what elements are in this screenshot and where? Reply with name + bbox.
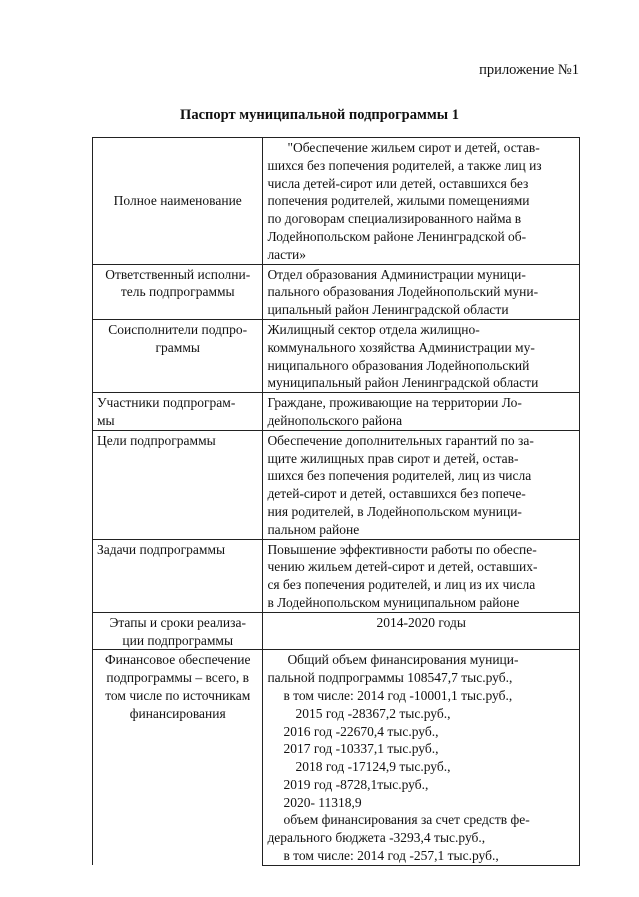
label-line: Участники подпрограм- bbox=[97, 395, 236, 411]
document-title: Паспорт муниципальной подпрограммы 1 bbox=[180, 107, 459, 123]
value-line: муниципальный район Ленинградской области bbox=[267, 375, 539, 391]
label-line: Этапы и сроки реализа- bbox=[109, 614, 246, 630]
table-row-financing bbox=[93, 650, 580, 866]
value-line: шихся без попечения родителей, лиц из числа bbox=[267, 468, 532, 484]
value-line: ласти» bbox=[267, 246, 307, 262]
value-line: 2014-2020 годы bbox=[376, 614, 466, 630]
table-row-tasks bbox=[93, 539, 580, 612]
value-line: пальной подпрограммы 108547,7 тыс.руб., bbox=[267, 670, 513, 686]
value-line: 2015 год -28367,2 тыс.руб., bbox=[295, 705, 451, 721]
row-value bbox=[263, 539, 580, 612]
value-line: ципальный район Ленинградской области bbox=[267, 302, 509, 318]
value-line: коммунального хозяйства Администрации му- bbox=[267, 339, 535, 355]
label-line: граммы bbox=[155, 339, 200, 355]
label-line: Задачи подпрограммы bbox=[97, 541, 226, 557]
row-value bbox=[263, 393, 580, 431]
value-line: чению жильем детей-сирот и детей, оставших- bbox=[267, 559, 538, 575]
value-line: 2019 год -8728,1тыс.руб., bbox=[283, 776, 429, 792]
table-row-co-executors bbox=[93, 319, 580, 392]
label-line: тель подпрограммы bbox=[120, 284, 235, 300]
value-line: ниципального образования Лодейнопольский bbox=[267, 357, 530, 373]
value-line: детей-сирот и детей, оставшихся без попече- bbox=[267, 486, 526, 502]
label-line: Ответственный исполни- bbox=[105, 266, 251, 282]
label-line: Соисполнители подпро- bbox=[108, 321, 248, 337]
value-line: 2020- 11318,9 bbox=[283, 794, 362, 810]
row-value bbox=[263, 138, 580, 265]
label-line: том числе по источникам bbox=[105, 687, 251, 703]
label-line: Полное наименование bbox=[113, 193, 242, 209]
value-line: Общий объем финансирования муници- bbox=[287, 652, 519, 668]
value-line: пального образования Лодейнопольский муни- bbox=[267, 284, 539, 300]
value-line: 2017 год -10337,1 тыс.руб., bbox=[283, 741, 439, 757]
value-line: дейнопольского района bbox=[267, 412, 403, 428]
value-line: 2016 год -22670,4 тыс.руб., bbox=[283, 723, 439, 739]
value-line: Обеспечение дополнительных гарантий по за- bbox=[267, 432, 534, 448]
table-row-stages bbox=[93, 612, 580, 650]
value-line: ния родителей, в Лодейнопольском муници- bbox=[267, 503, 522, 519]
value-line: Лодейнопольском районе Ленинградской об- bbox=[267, 228, 527, 244]
annex-label: приложение №1 bbox=[479, 62, 579, 78]
row-value bbox=[263, 612, 580, 650]
value-line: щите жилищных прав сирот и детей, остав- bbox=[267, 450, 519, 466]
row-label bbox=[93, 430, 263, 539]
label-line: финансирования bbox=[129, 705, 226, 721]
row-value bbox=[263, 264, 580, 319]
label-line: Цели подпрограммы bbox=[97, 432, 216, 448]
value-line: ся без попечения родителей, и лиц из их числа bbox=[267, 577, 536, 593]
row-label bbox=[93, 393, 263, 431]
value-line: Граждане, проживающие на территории Ло- bbox=[267, 395, 522, 411]
label-line: ции подпрограммы bbox=[122, 632, 234, 648]
row-label bbox=[93, 319, 263, 392]
row-value bbox=[263, 319, 580, 392]
value-line: попечения родителей, жилыми помещениями bbox=[267, 193, 530, 209]
value-line: шихся без попечения родителей, а также лиц из bbox=[267, 157, 542, 173]
value-line: Повышение эффективности работы по обеспе- bbox=[267, 541, 537, 557]
value-line: пальном районе bbox=[267, 521, 360, 537]
value-line: числа детей-сирот или детей, оставшихся без bbox=[267, 175, 529, 191]
value-line: Жилищный сектор отдела жилищно- bbox=[267, 321, 480, 337]
value-line: в Лодейнопольском муниципальном районе bbox=[267, 594, 520, 610]
table-row-responsible-executor bbox=[93, 264, 580, 319]
row-label bbox=[93, 264, 263, 319]
row-value bbox=[263, 430, 580, 539]
value-line: Отдел образования Администрации муници- bbox=[267, 266, 526, 282]
value-line: "Обеспечение жильем сирот и детей, остав- bbox=[287, 140, 540, 155]
row-label bbox=[93, 539, 263, 612]
row-label bbox=[93, 650, 263, 866]
label-line: подпрограммы – всего, в bbox=[106, 670, 250, 686]
label-line: Финансовое обеспечение bbox=[104, 652, 251, 668]
passport-table bbox=[92, 137, 580, 866]
row-value bbox=[263, 650, 580, 866]
table-row-full-name bbox=[93, 138, 580, 265]
value-line: по договорам специализированного найма в bbox=[267, 211, 522, 227]
label-line: мы bbox=[97, 412, 115, 428]
row-label bbox=[93, 138, 263, 265]
value-line: в том числе: 2014 год -257,1 тыс.руб., bbox=[283, 848, 499, 864]
value-line: 2018 год -17124,9 тыс.руб., bbox=[295, 759, 451, 775]
value-line: дерального бюджета -3293,4 тыс.руб., bbox=[267, 830, 486, 846]
value-line: объем финансирования за счет средств фе- bbox=[283, 812, 530, 828]
row-label bbox=[93, 612, 263, 650]
table-row-participants bbox=[93, 393, 580, 431]
table-row-goals bbox=[93, 430, 580, 539]
value-line: в том числе: 2014 год -10001,1 тыс.руб., bbox=[283, 687, 513, 703]
